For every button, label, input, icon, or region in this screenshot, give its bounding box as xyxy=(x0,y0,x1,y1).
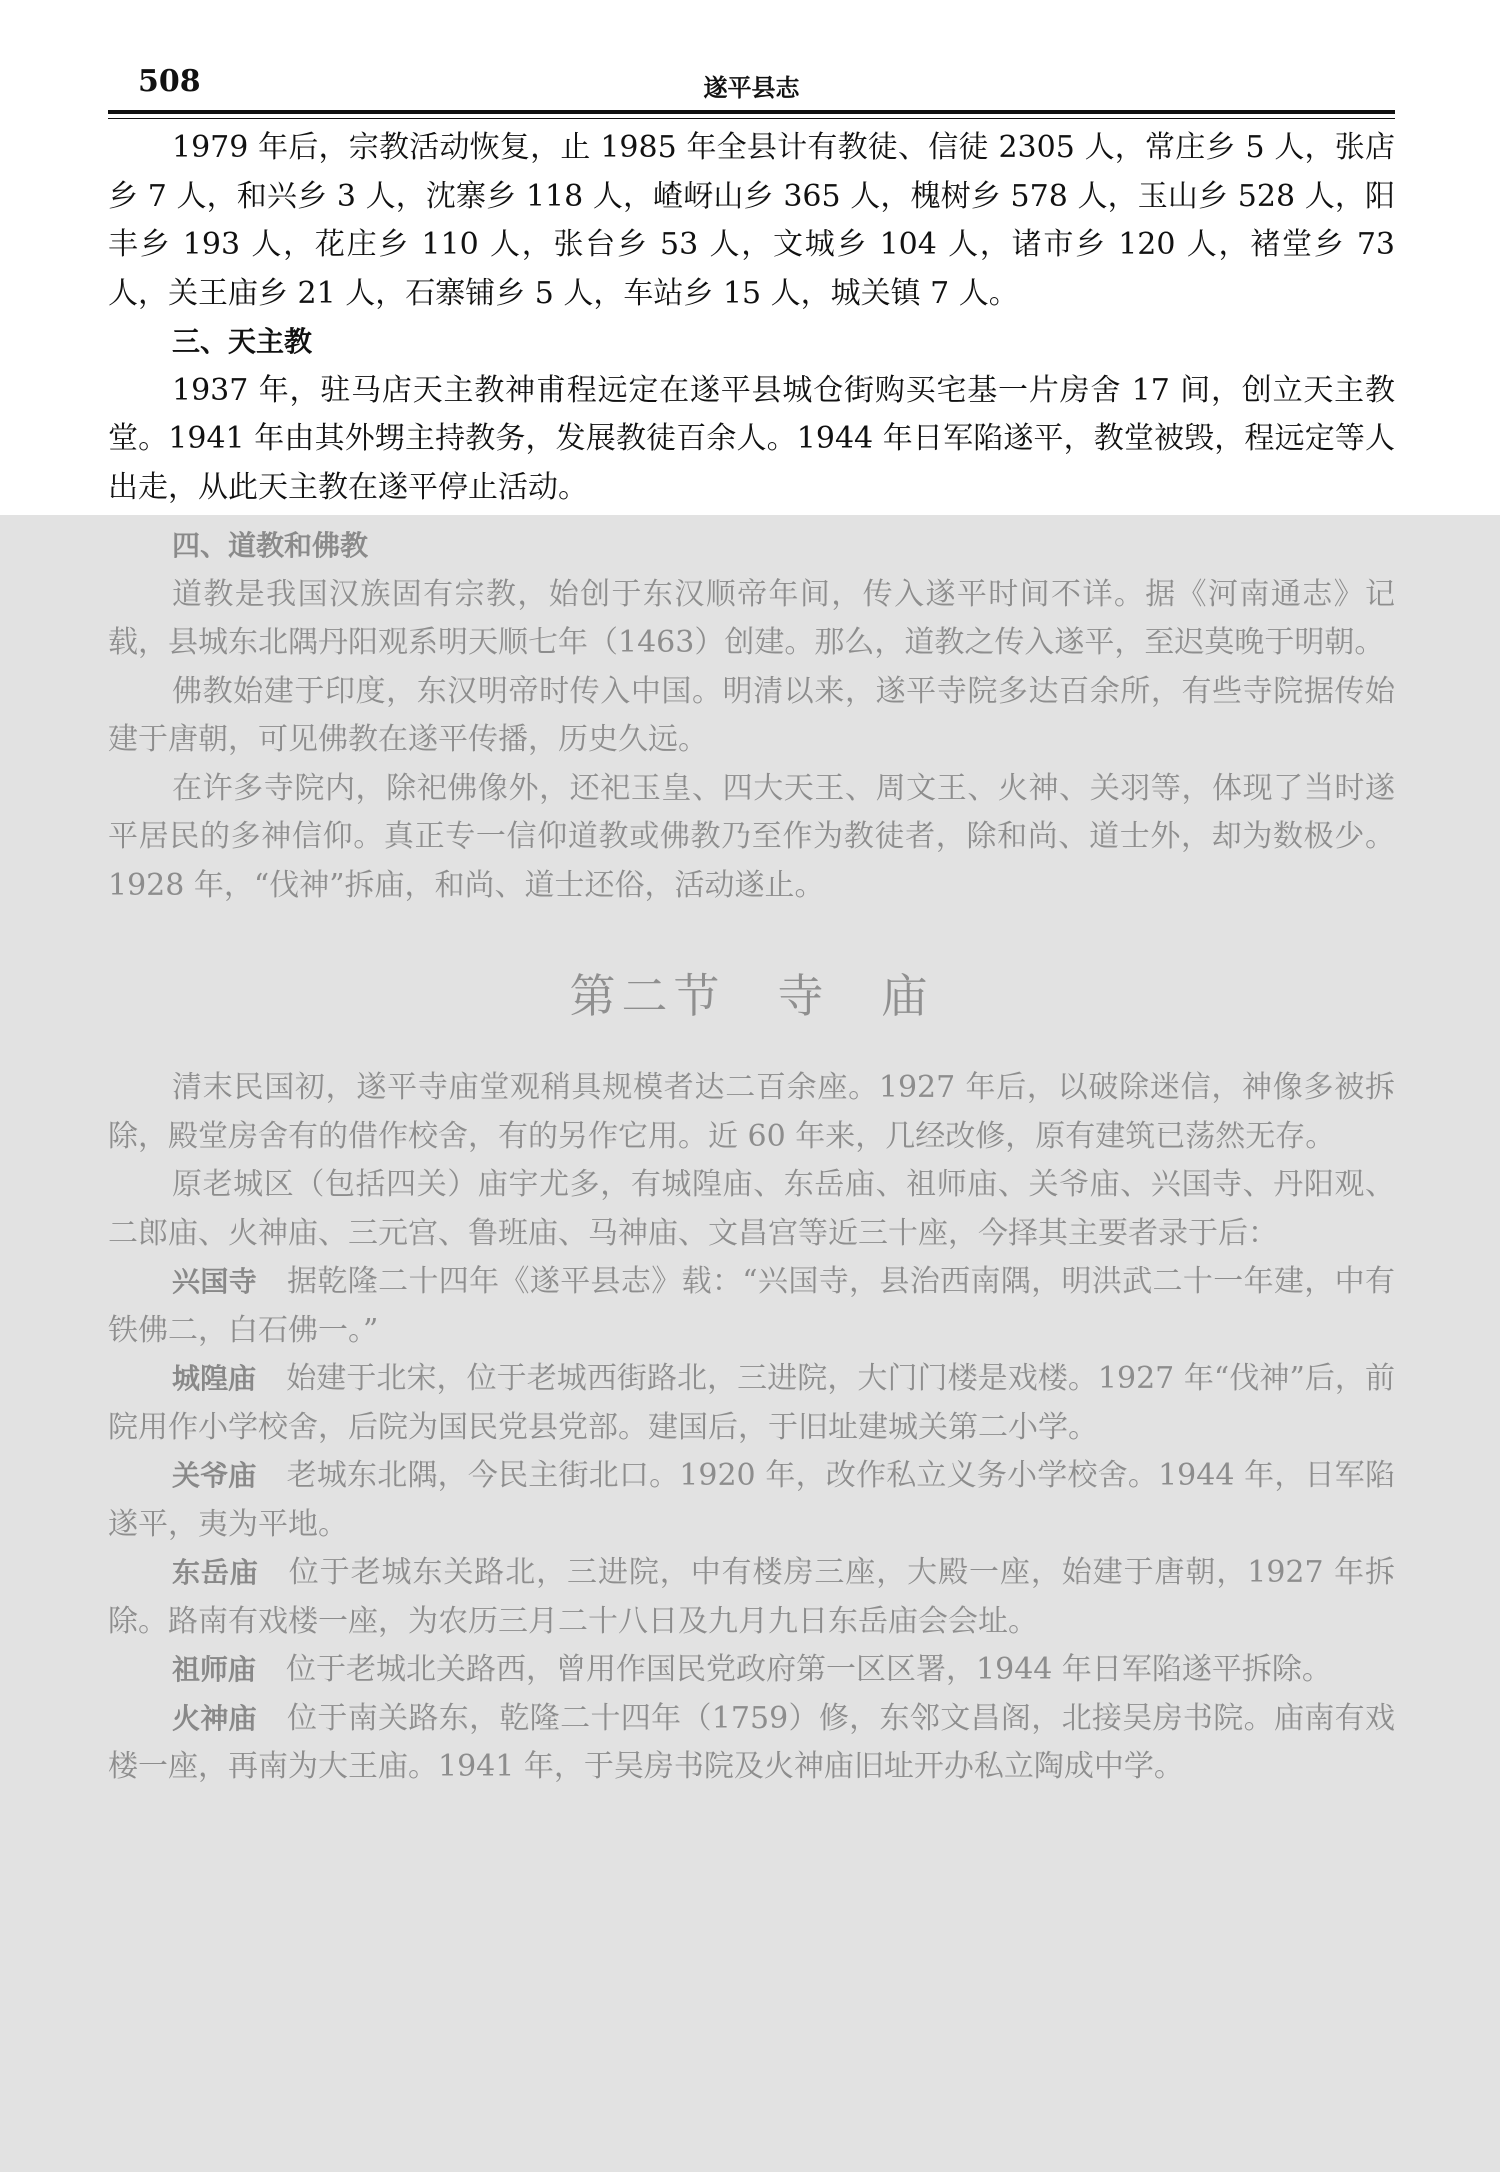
catholic-paragraph: 1937 年，驻马店天主教神甫程远定在遂平县城仓街购买宅基一片房舍 17 间，创立天主教堂。1941 年由其外甥主持教务，发展教徒百余人。1944 年日军陷遂平，教堂被毁，程远定等人出走，从此天主教在遂平停止活动。 xyxy=(108,372,1395,505)
taoism-buddhism-heading: 四、道教和佛教 xyxy=(172,529,369,562)
temple-entry-xingguosi xyxy=(108,1258,1395,1355)
top-section xyxy=(108,124,1395,512)
taoism-paragraph: 道教是我国汉族固有宗教，始创于东汉顺帝年间，传入遂平时间不详。据《河南通志》记载，县城东北隅丹阳观系明天顺七年（1463）创建。那么，道教之传入遂平，至迟莫晚于明朝。 xyxy=(108,576,1395,660)
temple-description: 始建于北宋，位于老城西街路北，三进院，大门门楼是戏楼。1927 年“伐神”后，前院用作小学校舍，后院为国民党县党部。建国后，于旧址建城关第二小学。 xyxy=(108,1361,1395,1445)
temple-name: 东岳庙 xyxy=(172,1556,259,1589)
temple-entry-huoshenmiao xyxy=(108,1695,1395,1792)
temple-entry-guanyemiao xyxy=(108,1452,1395,1549)
page-number: 508 xyxy=(138,64,201,99)
temple-name: 火神庙 xyxy=(172,1701,258,1735)
header-rule-thin xyxy=(108,118,1395,119)
intro-paragraph: 1979 年后，宗教活动恢复，止 1985 年全县计有教徒、信徒 2305 人，常庄乡 5 人，张店乡 7 人，和兴乡 3 人，沈寨乡 118 人，嵖岈山乡 365 人，槐树乡 578 人，玉山乡 528 人，阳丰乡 193 人，花庄乡 110 人，张台乡 53 人，文城乡 104 人，诸市乡 120 人，褚堂乡 73 人，关王庙乡 21 人，石寨铺乡 5 人，车站乡 15 人，城关镇 7 人。 xyxy=(108,130,1395,311)
temple-name: 城隍庙 xyxy=(172,1362,257,1395)
temple-description: 据乾隆二十四年《遂平县志》载：“兴国寺，县治西南隅，明洪武二十一年建，中有铁佛二，白石佛一。” xyxy=(108,1264,1395,1348)
temple-entry-chenghuangmiao xyxy=(108,1355,1395,1452)
faded-section xyxy=(108,522,1395,1792)
temple-description: 老城东北隅，今民主街北口。1920 年，改作私立义务小学校舍。1944 年，日军陷遂平，夷为平地。 xyxy=(108,1458,1395,1542)
page-header xyxy=(108,62,1395,118)
temples-intro-paragraph: 清末民国初，遂平寺庙堂观稍具规模者达二百余座。1927 年后，以破除迷信，神像多被拆除，殿堂房舍有的借作校舍，有的另作它用。近 60 年来，几经改修，原有建筑已荡然无存。 xyxy=(108,1070,1395,1154)
temple-description: 位于老城东关路北，三进院，中有楼房三座，大殿一座，始建于唐朝，1927 年拆除。路南有戏楼一座，为农历三月二十八日及九月九日东岳庙会会址。 xyxy=(108,1555,1395,1639)
old-city-paragraph: 原老城区（包括四关）庙宇尤多，有城隍庙、东岳庙、祖师庙、关爷庙、兴国寺、丹阳观、二郎庙、火神庙、三元宫、鲁班庙、马神庙、文昌宫等近三十座，今择其主要者录于后： xyxy=(108,1167,1395,1251)
temple-name: 关爷庙 xyxy=(172,1459,257,1492)
running-title: 遂平县志 xyxy=(703,74,800,102)
polytheism-paragraph: 在许多寺院内，除祀佛像外，还祀玉皇、四大天王、周文王、火神、关羽等，体现了当时遂平居民的多神信仰。真正专一信仰道教或佛教乃至作为教徒者，除和尚、道士外，却为数极少。1928 年，“伐神”拆庙，和尚、道士还俗，活动遂止。 xyxy=(108,770,1395,903)
header-rule-thick xyxy=(108,110,1395,114)
temple-description: 位于老城北关路西，曾用作国民党政府第一区区署，1944 年日军陷遂平拆除。 xyxy=(286,1652,1332,1687)
temple-name: 祖师庙 xyxy=(172,1653,257,1686)
buddhism-paragraph: 佛教始建于印度，东汉明帝时传入中国。明清以来，遂平寺院多达百余所，有些寺院据传始建于唐朝，可见佛教在遂平传播，历史久远。 xyxy=(108,673,1395,757)
temple-name: 兴国寺 xyxy=(172,1265,258,1298)
temple-entry-dongyuemiao xyxy=(108,1549,1395,1646)
temple-entry-zushimiao xyxy=(108,1646,1395,1695)
catholic-heading: 三、天主教 xyxy=(172,325,313,358)
temple-description: 位于南关路东，乾隆二十四年（1759）修，东邻文昌阁，北接吴房书院。庙南有戏楼一座，再南为大王庙。1941 年，于吴房书院及火神庙旧址开办私立陶成中学。 xyxy=(108,1700,1395,1784)
section-title: 第二节 寺 庙 xyxy=(569,969,934,1023)
